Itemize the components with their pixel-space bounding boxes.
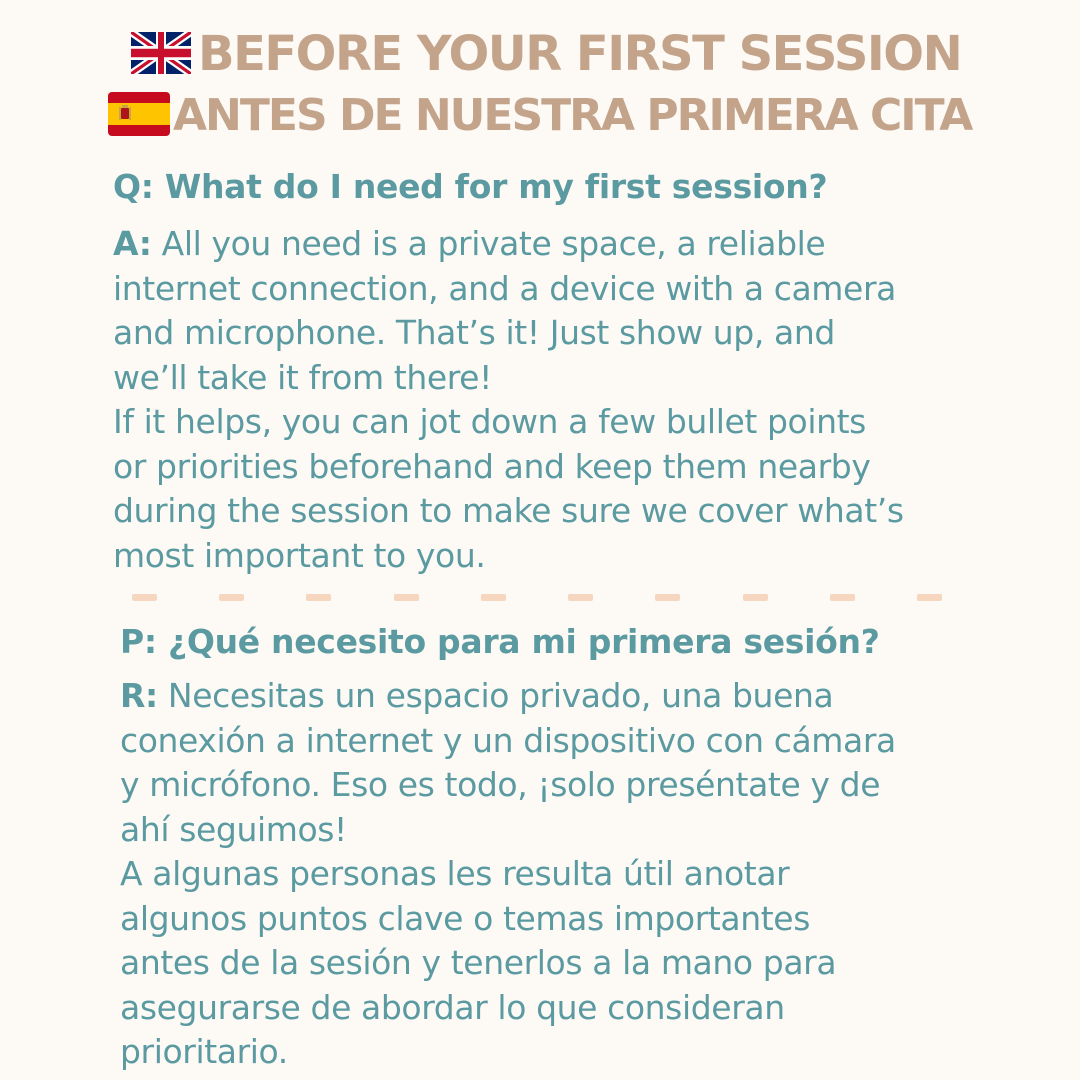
divider-dash [394,594,419,601]
question-english: Q: What do I need for my first session? [113,167,828,206]
title-spanish: ANTES DE NUESTRA PRIMERA CITA [173,90,972,141]
uk-flag-icon [131,32,191,74]
divider-dash [568,594,593,601]
question-spanish: P: ¿Qué necesito para mi primera sesión? [120,622,880,661]
divider-dash [655,594,680,601]
divider-dash [132,594,157,601]
title-english: BEFORE YOUR FIRST SESSION [198,26,962,82]
dashed-divider [132,594,942,602]
answer-text-english: All you need is a private space, a reliable internet connection, and a device with a camera and microphone. That’s it! Just show up, and we’ll take it from there! If it helps, you can jot down a few bullet points or priorities beforehand and keep them nearby during the session to make sure we cover what’s most important to you. [113,224,904,575]
answer-spanish [120,674,980,1075]
divider-dash [743,594,768,601]
faq-spanish [120,615,980,1075]
answer-prefix-english: A: [113,224,152,263]
divider-dash [830,594,855,601]
spain-flag-icon [108,92,170,136]
divider-dash [481,594,506,601]
answer-text-spanish: Necesitas un espacio privado, una buena conexión a internet y un dispositivo con cámara y micrófono. Eso es todo, ¡solo preséntate y de ahí seguimos! A algunas personas les resulta útil anotar algunos puntos clave o temas importantes antes de la sesión y tenerlos a la mano para asegurarse de abordar lo que consideran prioritario. [120,676,896,1071]
answer-english [113,222,973,578]
answer-prefix-spanish: R: [120,676,158,715]
faq-english [113,160,973,578]
divider-dash [917,594,942,601]
divider-dash [219,594,244,601]
divider-dash [306,594,331,601]
